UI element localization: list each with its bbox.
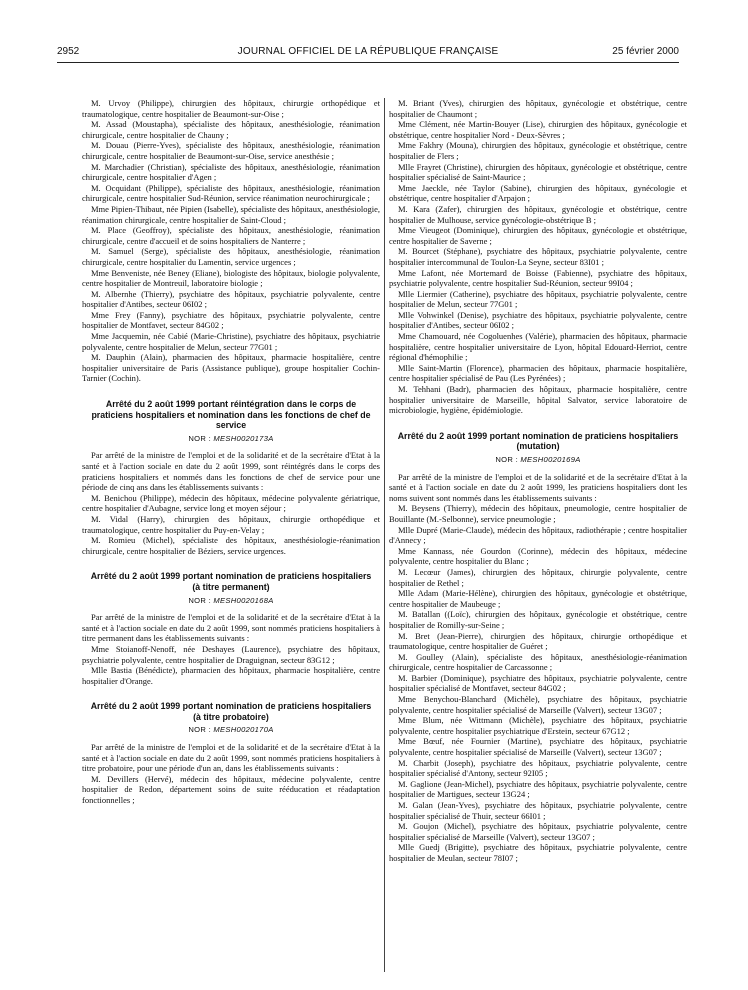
nor-reference <box>389 455 687 466</box>
list-item: Mme Kannass, née Gourdon (Corinne), médecin des hôpitaux, médecine polyvalente, centre hospitalier du Blanc ; <box>389 545 687 567</box>
list-item: M. Albernhe (Thierry), psychiatre des hôpitaux, psychiatrie polyvalente, centre hospitalier d'Antibes, secteur 06I02 ; <box>82 288 380 310</box>
decree-intro: Par arrêté de la ministre de l'emploi et de la solidarité et de la secrétaire d'Etat à la santé et à l'action sociale en date du 2 août 1999, sont nommés praticiens hospitaliers à titre permanent dans les établissements suivants : <box>82 612 380 644</box>
nor-reference <box>82 434 380 445</box>
list-item: Mme Fakhry (Mouna), chirurgien des hôpitaux, gynécologie et obstétrique, centre hospitalier de Flers ; <box>389 140 687 161</box>
list-item: M. Goujon (Michel), psychiatre des hôpitaux, psychiatrie polyvalente, centre hospitalier spécialisé de Marseille (Valvert), secteur 13G07 ; <box>389 821 687 842</box>
list-item: Mme Frey (Fanny), psychiatre des hôpitaux, psychiatrie polyvalente, centre hospitalier de Montfavet, secteur 84G02 ; <box>82 309 380 331</box>
nor-code: MESH0020168A <box>213 595 274 605</box>
nor-code: MESH0020173A <box>213 433 274 443</box>
nor-reference <box>82 725 380 736</box>
list-item: Mme Chamouard, née Cogoluenhes (Valérie), pharmacien des hôpitaux, pharmacie hospitalière, centre hospitalier universitaire de Lyon, hôpital Edouard-Herriot, centre régional d'hémophilie ; <box>389 331 687 363</box>
list-item: M. Kara (Zafer), chirurgien des hôpitaux, gynécologie et obstétrique, centre hospitalier de Mulhouse, service gynécologie-obstétrique B ; <box>389 203 687 225</box>
decree-heading: Arrêté du 2 août 1999 portant nomination de praticiens hospitaliers (mutation) <box>397 430 679 452</box>
list-item: M. Romieu (Michel), spécialiste des hôpitaux, anesthésiologie-réanimation chirurgicale, centre hospitalier de Béziers, service urgences. <box>82 535 380 556</box>
list-item: Mlle Vohwinkel (Denise), psychiatre des hôpitaux, psychiatrie polyvalente, centre hospitalier d'Antibes, secteur 06I02 ; <box>389 309 687 331</box>
list-item: Mlle Saint-Martin (Florence), pharmacien des hôpitaux, pharmacie hospitalière, centre hospitalier spécialisé de Pau (Les Pyrénées) ; <box>389 362 687 384</box>
list-item: M. Barbier (Dominique), psychiatre des hôpitaux, psychiatrie polyvalente, centre hospitalier spécialisé de Montfavet, secteur 84G02 ; <box>389 672 687 694</box>
list-item: M. Goulley (Alain), spécialiste des hôpitaux, anesthésiologie-réanimation chirurgicale, centre hospitalier de Carcassonne ; <box>389 651 687 673</box>
list-item: M. Gaglione (Jean-Michel), psychiatre des hôpitaux, psychiatrie polyvalente, centre hospitalier de Martigues, secteur 13G24 ; <box>389 778 687 800</box>
journal-title: JOURNAL OFFICIEL DE LA RÉPUBLIQUE FRANÇAISE <box>237 46 499 57</box>
list-item: Mlle Guedj (Brigitte), psychiatre des hôpitaux, psychiatrie polyvalente, centre hospitalier de Meulan, secteur 78I07 ; <box>389 842 687 863</box>
appointee-list-continued <box>82 98 380 384</box>
list-item: M. Batallan ((Loïc), chirurgien des hôpitaux, gynécologie et obstétrique, centre hospitalier de Romilly-sur-Seine ; <box>389 609 687 630</box>
list-item: M. Urvoy (Philippe), chirurgien des hôpitaux, chirurgie orthopédique et traumatologique, centre hospitalier de Beaumont-sur-Oise ; <box>82 98 380 119</box>
list-item: Mlle Frayret (Christine), chirurgien des hôpitaux, gynécologie et obstétrique, centre hospitalier spécialisé de Saint-Maurice ; <box>389 161 687 183</box>
list-item: Mme Jacquemin, née Cabié (Marie-Christine), psychiatre des hôpitaux, psychiatrie polyvalente, centre hospitalier de Melun, secteur 77G01 ; <box>82 331 380 352</box>
decree-heading: Arrêté du 2 août 1999 portant réintégration dans le corps de praticiens hospitaliers et nomination dans les fonctions de chef de service <box>91 399 371 431</box>
nor-code: MESH0020170A <box>213 725 274 735</box>
decree-intro: Par arrêté de la ministre de l'emploi et de la solidarité et de la secrétaire d'Etat à la santé et à l'action sociale en date du 2 août 1999, sont nommés praticiens hospitaliers à titre probatoire, pour une période d'un an, dans les établissements suivants : <box>82 742 380 774</box>
header-rule <box>57 62 679 63</box>
list-item: Mme Vieugeot (Dominique), chirurgien des hôpitaux, gynécologie et obstétrique, centre hospitalier de Saverne ; <box>389 225 687 246</box>
list-item: Mme Benychou-Blanchard (Michèle), psychiatre des hôpitaux, psychiatrie polyvalente, centre hospitalier spécialisé de Marseille (Valvert), secteur 13G07 ; <box>389 694 687 715</box>
appointee-list-probatoire-continued <box>389 98 687 416</box>
list-item: Mlle Dupré (Marie-Claude), médecin des hôpitaux, radiothérapie ; centre hospitalier d'Annecy ; <box>389 524 687 546</box>
list-item: M. Devillers (Hervé), médecin des hôpitaux, médecine polyvalente, centre hospitalier de Redon, département soins de suite rééducation et réadaptation fonctionnelles ; <box>82 773 380 806</box>
page-header <box>57 46 679 62</box>
list-item: Mme Stoianoff-Nenoff, née Deshayes (Laurence), psychiatre des hôpitaux, psychiatrie polyvalente, centre hospitalier de Draguignan, secteur 83G12 ; <box>82 643 380 665</box>
list-item: M. Beysens (Thierry), médecin des hôpitaux, pneumologie, centre hospitalier de Bouillante (M.-Selbonne), service pneumologie ; <box>389 503 687 524</box>
list-item: Mme Lafont, née Mortemard de Boisse (Fabienne), psychiatre des hôpitaux, psychiatrie polyvalente, centre hospitalier Sud-Réunion, secteur 99I04 ; <box>389 267 687 289</box>
nor-label: NOR : <box>188 725 211 735</box>
decree-intro: Par arrêté de la ministre de l'emploi et de la solidarité et de la secrétaire d'Etat à la santé et à l'action sociale en date du 2 août 1999, sont réintégrés dans le corps des praticiens hospitaliers et nommés dans les fonctions de chef de service pour une période de cinq ans dans les établissements suivants : <box>82 450 380 493</box>
right-column <box>389 98 687 970</box>
decree-intro: Par arrêté de la ministre de l'emploi et de la solidarité et de la secrétaire d'Etat à la santé et à l'action sociale en date du 2 août 1999, les praticiens hospitaliers dont les noms suivent sont nommés dans les établissements suivants : <box>389 471 687 503</box>
list-item: M. Bourcet (Stéphane), psychiatre des hôpitaux, psychiatrie polyvalente, centre hospitalier intercommunal de Toulon-La Seyne, secteur 83I01 ; <box>389 246 687 267</box>
list-item: M. Place (Geoffroy), spécialiste des hôpitaux, anesthésiologie, réanimation chirurgicale, centre d'accueil et de soins hospitaliers de Nanterre ; <box>82 225 380 246</box>
list-item: M. Ocquidant (Philippe), spécialiste des hôpitaux, anesthésiologie, réanimation chirurgicale, centre hospitalier Sud-Réunion, service réanimation neurochirurgicale ; <box>82 182 380 204</box>
list-item: Mme Jaeckle, née Taylor (Sabine), chirurgien des hôpitaux, gynécologie et obstétrique, centre hospitalier d'Arpajon ; <box>389 182 687 204</box>
decree-section-mutation <box>389 431 687 864</box>
list-item: M. Marchadier (Christian), spécialiste des hôpitaux, anesthésiologie, réanimation chirurgicale, centre hospitalier d'Agen ; <box>82 161 380 183</box>
list-item: M. Charbit (Joseph), psychiatre des hôpitaux, psychiatrie polyvalente, centre hospitalier spécialisé d'Antony, secteur 92I05 ; <box>389 757 687 779</box>
list-item: M. Benichou (Philippe), médecin des hôpitaux, médecine polyvalente gériatrique, centre hospitalier d'Aubagne, service long et moyen séjour ; <box>82 492 380 514</box>
list-item: Mlle Bastia (Bénédicte), pharmacien des hôpitaux, pharmacie hospitalière, centre hospitalier d'Orange. <box>82 665 380 686</box>
page-number: 2952 <box>57 46 80 57</box>
list-item: Mlle Adam (Marie-Hélène), chirurgien des hôpitaux, gynécologie et obstétrique, centre hospitalier de Maubeuge ; <box>389 588 687 609</box>
list-item: M. Lecœur (James), chirurgien des hôpitaux, chirurgie polyvalente, centre hospitalier de Rethel ; <box>389 566 687 588</box>
list-item: Mme Bœuf, née Fournier (Martine), psychiatre des hôpitaux, psychiatrie polyvalente, centre hospitalier spécialisé de Marseille (Valvert), secteur 13G07 ; <box>389 736 687 758</box>
list-item: M. Bret (Jean-Pierre), chirurgien des hôpitaux, chirurgie orthopédique et traumatologique, centre hospitalier de Guéret ; <box>389 630 687 652</box>
nor-label: NOR : <box>495 455 518 464</box>
list-item: M. Briant (Yves), chirurgien des hôpitaux, gynécologie et obstétrique, centre hospitalier de Chaumont ; <box>389 98 687 119</box>
nor-label: NOR : <box>188 433 211 443</box>
decree-heading: Arrêté du 2 août 1999 portant nomination de praticiens hospitaliers (à titre permanent) <box>90 571 372 592</box>
decree-section-probatoire <box>82 701 380 805</box>
nor-reference <box>82 596 380 607</box>
nor-code: MESH0020169A <box>520 455 581 464</box>
list-item: M. Galan (Jean-Yves), psychiatre des hôpitaux, psychiatrie polyvalente, centre hospitalier spécialisé de Thuir, secteur 66I01 ; <box>389 800 687 821</box>
decree-section-permanent <box>82 571 380 686</box>
decree-section-reintegration <box>82 399 380 556</box>
list-item: M. Tehhani (Badr), pharmacien des hôpitaux, pharmacie hospitalière, centre hospitalier universitaire de Marseille, hôpital Salvator, service laboratoire de microbiologie, hygiène, épidémiologie. <box>389 384 687 416</box>
column-divider <box>384 98 385 972</box>
nor-label: NOR : <box>188 595 211 605</box>
list-item: Mme Benveniste, née Beney (Eliane), biologiste des hôpitaux, biologie polyvalente, centre hospitalier de Montreuil, laboratoire biologie ; <box>82 267 380 289</box>
decree-heading: Arrêté du 2 août 1999 portant nomination de praticiens hospitaliers (à titre probatoire) <box>90 701 372 722</box>
list-item: M. Vidal (Harry), chirurgien des hôpitaux, chirurgie orthopédique et traumatologique, centre hospitalier du Puy-en-Velay ; <box>82 513 380 535</box>
list-item: M. Douau (Pierre-Yves), spécialiste des hôpitaux, anesthésiologie, réanimation chirurgicale, centre hospitalier de Beaumont-sur-Oise, service anesthésie ; <box>82 140 380 161</box>
publication-date: 25 février 2000 <box>612 46 679 57</box>
list-item: Mlle Liermier (Catherine), psychiatre des hôpitaux, psychiatrie polyvalente, centre hospitalier de Melun, secteur 77G01 ; <box>389 288 687 310</box>
list-item: Mme Pipien-Thibaut, née Pipien (Isabelle), spécialiste des hôpitaux, anesthésiologie, réanimation chirurgicale, centre hospitalier de Saint-Cloud ; <box>82 203 380 225</box>
list-item: Mme Blum, née Wittmann (Michèle), psychiatre des hôpitaux, psychiatrie polyvalente, centre hospitalier psychiatrique d'Erstein, secteur 67G12 ; <box>389 715 687 736</box>
list-item: M. Samuel (Serge), spécialiste des hôpitaux, anesthésiologie, réanimation chirurgicale, centre hospitalier du Lamentin, service urgences ; <box>82 246 380 267</box>
list-item: Mme Clément, née Martin-Bouyer (Lise), chirurgien des hôpitaux, gynécologie et obstétrique, centre hospitalier Nord - Deux-Sèvres ; <box>389 119 687 140</box>
list-item: M. Assad (Moustapha), spécialiste des hôpitaux, anesthésiologie, réanimation chirurgicale, centre hospitalier de Chauny ; <box>82 119 380 140</box>
list-item: M. Dauphin (Alain), pharmacien des hôpitaux, pharmacie hospitalière, centre hospitalier universitaire de Paris (Assistance publique), groupe hospitalier Cochin-Tarnier (Cochin). <box>82 352 380 384</box>
left-column <box>82 98 380 970</box>
